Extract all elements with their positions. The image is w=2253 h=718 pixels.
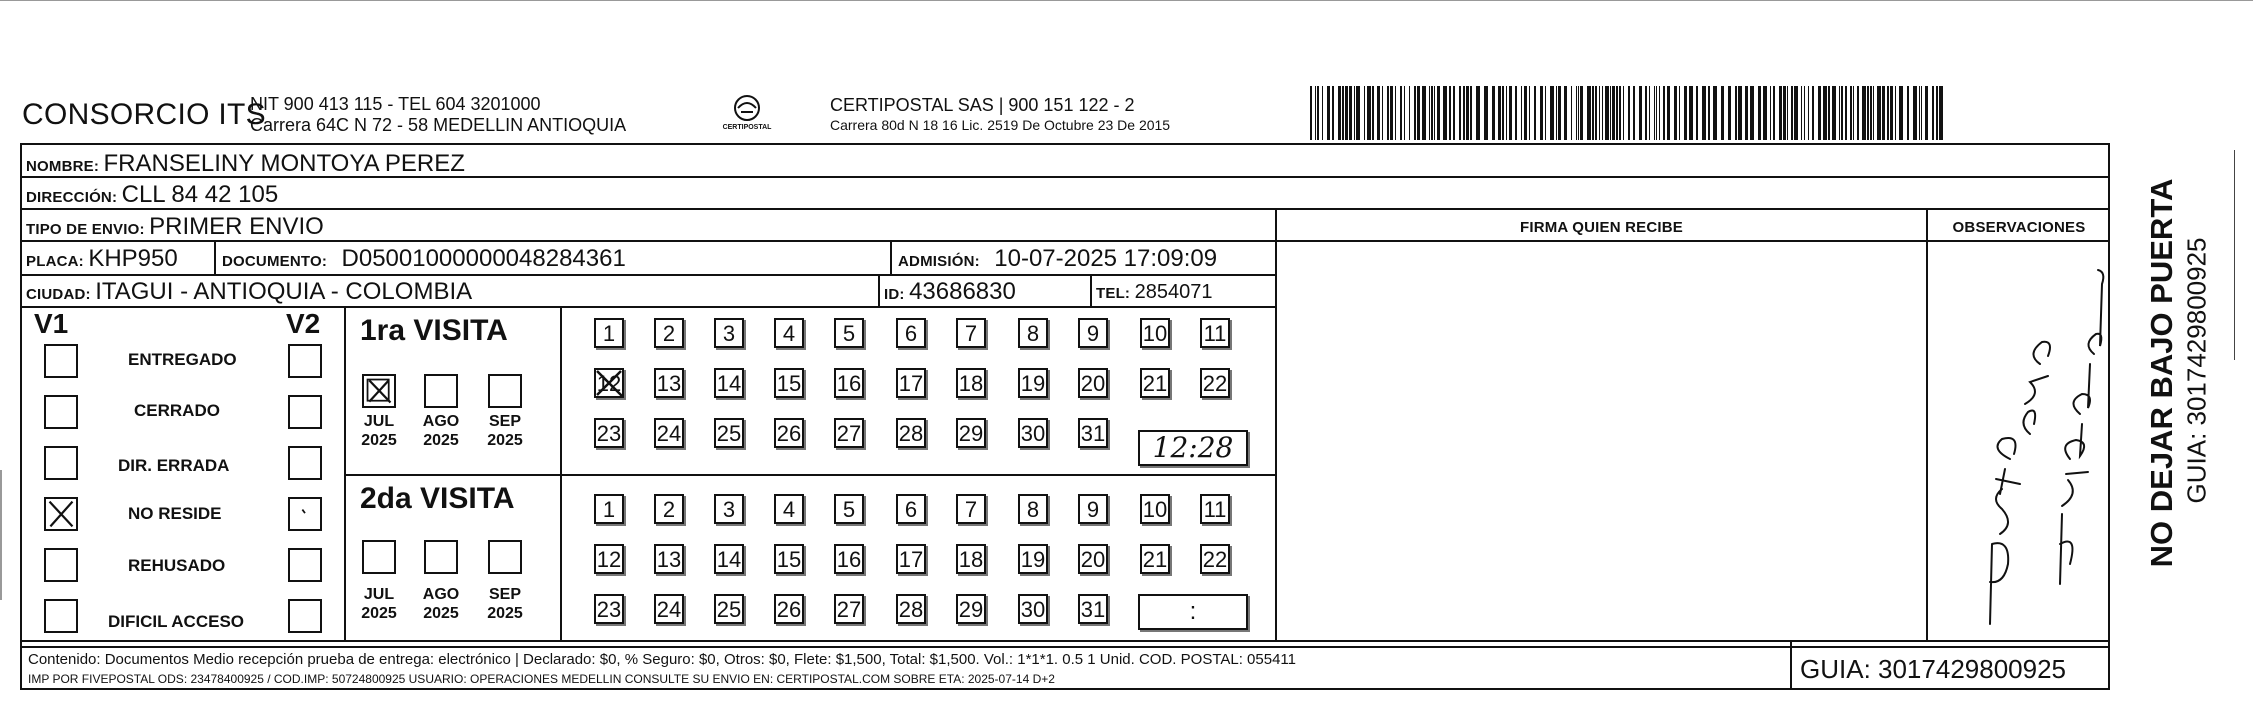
barcode-bar (1578, 86, 1579, 140)
visit2-day-31[interactable]: 31 (1078, 594, 1108, 624)
month-year: 2025 (487, 432, 523, 449)
visit1-day-1[interactable]: 1 (594, 318, 624, 348)
barcode-bar (1738, 86, 1742, 140)
barcode-bar (1763, 86, 1767, 140)
handwriting-scribble (1930, 244, 2108, 638)
month-year: 2025 (423, 432, 459, 449)
barcode-bar (1841, 86, 1843, 140)
barcode-bar (1667, 86, 1670, 140)
tel-label: TEL: (1096, 285, 1131, 302)
barcode-bar (1409, 86, 1410, 140)
visit1-day-21[interactable]: 21 (1140, 368, 1170, 398)
visit2-day-13[interactable]: 13 (654, 544, 684, 574)
barcode-bar (1721, 86, 1724, 140)
visit2-day-17[interactable]: 17 (896, 544, 926, 574)
barcode-bar (1390, 86, 1393, 140)
month-name: AGO (422, 413, 460, 430)
x-mark-icon (594, 368, 624, 398)
barcode-bar (1463, 86, 1465, 140)
barcode-bar (1602, 86, 1603, 140)
barcode-bar (1750, 86, 1754, 140)
visit1-day-15[interactable]: 15 (774, 368, 804, 398)
visit1-day-25[interactable]: 25 (714, 418, 744, 448)
barcode-bar (1356, 86, 1360, 140)
visit2-day-20[interactable]: 20 (1078, 544, 1108, 574)
visit1-time-box[interactable] (1138, 430, 1248, 466)
ciudad-value: ITAGUI - ANTIOQUIA - COLOMBIA (95, 278, 473, 305)
barcode-bar (1801, 86, 1802, 140)
barcode-bar (1818, 86, 1821, 140)
barcode-bar (1509, 86, 1512, 140)
visit2-day-3[interactable]: 3 (714, 494, 744, 524)
barcode-bar (1783, 86, 1786, 140)
visit1-day-31[interactable]: 31 (1078, 418, 1108, 448)
barcode-bar (1649, 86, 1650, 140)
barcode-bar (1364, 86, 1365, 140)
barcode-bar (1936, 86, 1938, 140)
visit2-day-18[interactable]: 18 (956, 544, 986, 574)
barcode (1310, 86, 1950, 145)
visit1-day-5[interactable]: 5 (834, 318, 864, 348)
barcode-bar (1492, 86, 1495, 140)
barcode-bar (1484, 86, 1488, 140)
barcode-bar (1939, 86, 1943, 140)
status-label-cerrado: CERRADO (134, 401, 220, 420)
carrier-name: CERTIPOSTAL SAS | 900 151 122 - 2 (830, 95, 1135, 115)
barcode-bar (1453, 86, 1455, 140)
barcode-bar (1502, 86, 1504, 140)
visit1-day-12[interactable]: 12 (594, 368, 624, 398)
visit1-month-sep-checkbox[interactable] (488, 374, 522, 408)
barcode-bar (1895, 86, 1896, 140)
status-label-entregado: ENTREGADO (128, 350, 237, 369)
barcode-bar (1332, 86, 1334, 140)
visit2-day-8[interactable]: 8 (1018, 494, 1048, 524)
documento-value: D05001000000048284361 (341, 245, 626, 272)
barcode-bar (1850, 86, 1852, 140)
barcode-bar (1431, 86, 1433, 140)
visit1-day-19[interactable]: 19 (1018, 368, 1048, 398)
v1-label: V1 (34, 308, 69, 339)
visit1-day-26[interactable]: 26 (774, 418, 804, 448)
v2-checkbox-entregado[interactable] (288, 344, 322, 378)
v2-checkbox-no-reside[interactable] (288, 497, 322, 531)
company-nit: NIT 900 413 115 - TEL 604 3201000 (250, 94, 541, 114)
barcode-bar (1791, 86, 1793, 140)
month-name: SEP (488, 413, 521, 430)
barcode-bar (1828, 86, 1830, 140)
footer-contenido: Contenido: Documentos Medio recepción prueba de entrega: electrónico | Declarado: $0, % Seguro: $0, Otros: $0, Flete: $1,500, Total: $1,500. Vol.: 1*1*1. 0.5 1 Unid. COD. POSTAL: 055411 (28, 651, 1296, 668)
visit2-month-ago-checkbox[interactable] (424, 540, 458, 574)
barcode-bar (1899, 86, 1903, 140)
barcode-bar (1524, 86, 1527, 140)
visit1-day-24[interactable]: 24 (654, 418, 684, 448)
visit2-day-22[interactable]: 22 (1200, 544, 1230, 574)
barcode-bar (1387, 86, 1389, 140)
barcode-bar (1317, 86, 1319, 140)
barcode-bar (1470, 86, 1472, 140)
barcode-bar (1587, 86, 1591, 140)
v2-checkbox-dir-errada[interactable] (288, 446, 322, 480)
visit2-day-28[interactable]: 28 (896, 594, 926, 624)
visit2-day-23[interactable]: 23 (594, 594, 624, 624)
barcode-bar (1521, 86, 1522, 140)
barcode-bar (1779, 86, 1782, 140)
visit2-time-box[interactable] (1138, 594, 1248, 630)
v1-checkbox-dificil-acceso[interactable] (44, 599, 78, 633)
barcode-bar (1689, 86, 1693, 140)
visit2-month-sep-checkbox[interactable] (488, 540, 522, 574)
barcode-bar (1404, 86, 1405, 140)
x-mark-icon (46, 499, 76, 529)
tipo-value: PRIMER ENVIO (149, 213, 324, 240)
visit2-month-jul (351, 585, 407, 623)
side-text (2112, 160, 2212, 630)
visit2-day-10[interactable]: 10 (1140, 494, 1170, 524)
ciudad-row (26, 278, 472, 306)
barcode-bar (1610, 86, 1611, 140)
barcode-bar (1576, 86, 1577, 140)
tick-mark-icon (290, 499, 320, 529)
barcode-bar (1623, 86, 1624, 140)
admision-label: ADMISIÓN: (898, 253, 980, 270)
v2-checkbox-rehusado[interactable] (288, 548, 322, 582)
visit1-time: 12:28 (1152, 431, 1234, 464)
company-info (250, 94, 626, 136)
barcode-bar (1515, 86, 1517, 140)
visit2-day-15[interactable]: 15 (774, 544, 804, 574)
ciudad-label: CIUDAD: (26, 286, 91, 303)
company-address: Carrera 64C N 72 - 58 MEDELLIN ANTIOQUIA (250, 115, 627, 135)
barcode-bar (1659, 86, 1660, 140)
barcode-bar (1684, 86, 1687, 140)
v1-checkbox-no-reside[interactable] (44, 497, 78, 531)
barcode-bar (1773, 86, 1775, 140)
visit1-month-ago-checkbox[interactable] (424, 374, 458, 408)
barcode-bar (1870, 86, 1872, 140)
visit2-day-30[interactable]: 30 (1018, 594, 1048, 624)
barcode-bar (1832, 86, 1836, 140)
carrier-info (830, 94, 1170, 134)
id-value: 43686830 (909, 278, 1016, 305)
visit1-day-10[interactable]: 10 (1140, 318, 1170, 348)
barcode-bar (1417, 86, 1420, 140)
month-name: JUL (363, 586, 395, 603)
barcode-bar (1599, 86, 1600, 140)
footer-guia: GUIA: 3017429800925 (1800, 654, 2066, 684)
barcode-bar (1663, 86, 1665, 140)
barcode-bar (1580, 86, 1583, 140)
barcode-bar (1571, 86, 1572, 140)
barcode-bar (1612, 86, 1615, 140)
barcode-bar (1853, 86, 1854, 140)
visit1-day-17[interactable]: 17 (896, 368, 926, 398)
barcode-bar (1628, 86, 1630, 140)
placa-row (26, 245, 178, 273)
barcode-bar (1804, 86, 1805, 140)
barcode-bar (1616, 86, 1618, 140)
status-label-rehusado: REHUSADO (128, 556, 226, 575)
status-label-dir-errada: DIR. ERRADA (118, 456, 230, 475)
barcode-bar (1592, 86, 1594, 140)
barcode-bar (1354, 86, 1355, 140)
barcode-bar (1758, 86, 1761, 140)
barcode-bar (1913, 86, 1917, 140)
barcode-bar (1400, 86, 1402, 140)
barcode-bar (1550, 86, 1554, 140)
carrier-address: Carrera 80d N 18 16 Lic. 2519 De Octubre 23 De 2015 (830, 117, 1171, 133)
visit2-day-4[interactable]: 4 (774, 494, 804, 524)
barcode-bar (1925, 86, 1928, 140)
barcode-bar (1770, 86, 1771, 140)
admision-value: 10-07-2025 17:09:09 (994, 245, 1218, 272)
barcode-bar (1372, 86, 1374, 140)
visit1-day-3[interactable]: 3 (714, 318, 744, 348)
tipo-row (26, 213, 324, 241)
barcode-bar (1605, 86, 1609, 140)
barcode-bar (1882, 86, 1885, 140)
month-year: 2025 (423, 605, 459, 622)
observaciones-handwriting (1930, 244, 2108, 638)
visit2-day-24[interactable]: 24 (654, 594, 684, 624)
visit2-day-1[interactable]: 1 (594, 494, 624, 524)
observaciones-label: OBSERVACIONES (1952, 219, 2086, 236)
barcode-bar (1787, 86, 1788, 140)
barcode-bar (1873, 86, 1874, 140)
barcode-bar (1794, 86, 1798, 140)
barcode-bar (1867, 86, 1869, 140)
barcode-bar (1656, 86, 1657, 140)
visit2-day-5[interactable]: 5 (834, 494, 864, 524)
barcode-bar (1619, 86, 1621, 140)
barcode-bar (1919, 86, 1920, 140)
firma-label: FIRMA QUIEN RECIBE (1519, 219, 1684, 236)
barcode-bar (1556, 86, 1557, 140)
visit2-month-sep (477, 585, 533, 623)
barcode-bar (1349, 86, 1352, 140)
barcode-bar (1529, 86, 1530, 140)
barcode-bar (1633, 86, 1635, 140)
barcode-bar (1459, 86, 1461, 140)
barcode-bar (1907, 86, 1909, 140)
month-year: 2025 (361, 432, 397, 449)
visit2-day-21[interactable]: 21 (1140, 544, 1170, 574)
barcode-bar (1534, 86, 1536, 140)
barcode-bar (1702, 86, 1706, 140)
visit1-day-30[interactable]: 30 (1018, 418, 1048, 448)
barcode-bar (1342, 86, 1344, 140)
barcode-bar (1540, 86, 1543, 140)
v1-checkbox-dir-errada[interactable] (44, 446, 78, 480)
barcode-bar (1327, 86, 1330, 140)
visit1-day-8[interactable]: 8 (1018, 318, 1048, 348)
visit1-day-29[interactable]: 29 (956, 418, 986, 448)
v1-checkbox-cerrado[interactable] (44, 395, 78, 429)
admision-row (898, 245, 1217, 273)
visit1-day-18[interactable]: 18 (956, 368, 986, 398)
visit2-day-6[interactable]: 6 (896, 494, 926, 524)
documento-label: DOCUMENTO: (222, 253, 328, 270)
side-guia: GUIA: 3017429800925 (2181, 237, 2212, 504)
barcode-bar (1735, 86, 1737, 140)
barcode-bar (1377, 86, 1380, 140)
barcode-bar (1449, 86, 1451, 140)
month-name: SEP (488, 586, 521, 603)
signature-area[interactable] (1278, 241, 1925, 639)
visit2-month-jul-checkbox[interactable] (362, 540, 396, 574)
barcode-bar (1434, 86, 1435, 140)
direccion-row (26, 181, 278, 209)
direccion-label: DIRECCIÓN: (26, 189, 118, 206)
barcode-bar (1862, 86, 1866, 140)
barcode-bar (1310, 86, 1312, 140)
visit1-day-7[interactable]: 7 (956, 318, 986, 348)
visit1-day-14[interactable]: 14 (714, 368, 744, 398)
barcode-bar (1654, 86, 1655, 140)
status-label-dificil-acceso: DIFICIL ACCESO (108, 612, 245, 631)
barcode-bar (1558, 86, 1561, 140)
visit1-day-16[interactable]: 16 (834, 368, 864, 398)
visit1-day-27[interactable]: 27 (834, 418, 864, 448)
id-row (884, 278, 1016, 306)
x-mark-icon (364, 376, 394, 406)
visit1-day-28[interactable]: 28 (896, 418, 926, 448)
visit2-day-19[interactable]: 19 (1018, 544, 1048, 574)
barcode-bar (1921, 86, 1922, 140)
v2-label: V2 (286, 308, 321, 339)
barcode-bar (1437, 86, 1440, 140)
barcode-bar (1506, 86, 1507, 140)
placa-value: KHP950 (88, 245, 178, 272)
visit2-day-26[interactable]: 26 (774, 594, 804, 624)
barcode-bar (1823, 86, 1827, 140)
nombre-row (26, 150, 465, 178)
visit1-day-9[interactable]: 9 (1078, 318, 1108, 348)
nombre-label: NOMBRE: (26, 158, 100, 175)
visit1-day-4[interactable]: 4 (774, 318, 804, 348)
barcode-bar (1338, 86, 1341, 140)
barcode-bar (1595, 86, 1597, 140)
barcode-bar (1812, 86, 1814, 140)
company-name: CONSORCIO ITS (22, 98, 266, 131)
barcode-bar (1890, 86, 1893, 140)
barcode-bar (1674, 86, 1677, 140)
barcode-bar (1645, 86, 1647, 140)
visit1-month-jul (351, 412, 407, 450)
v1-checkbox-entregado[interactable] (44, 344, 78, 378)
barcode-bar (1564, 86, 1567, 140)
visit2-day-25[interactable]: 25 (714, 594, 744, 624)
barcode-bar (1367, 86, 1371, 140)
placa-label: PLACA: (26, 253, 84, 270)
barcode-bar (1545, 86, 1546, 140)
tipo-label: TIPO DE ENVIO: (26, 221, 145, 238)
visit1-month-sep (477, 412, 533, 450)
barcode-bar (1322, 86, 1323, 140)
barcode-bar (1708, 86, 1710, 140)
barcode-bar (1498, 86, 1501, 140)
visit2-day-12[interactable]: 12 (594, 544, 624, 574)
visit2-day-9[interactable]: 9 (1078, 494, 1108, 524)
visit2-day-29[interactable]: 29 (956, 594, 986, 624)
logo-text: CERTIPOSTAL (722, 124, 772, 131)
visit1-day-6[interactable]: 6 (896, 318, 926, 348)
barcode-bar (1932, 86, 1934, 140)
visit1-day-13[interactable]: 13 (654, 368, 684, 398)
barcode-bar (1713, 86, 1717, 140)
barcode-bar (1414, 86, 1416, 140)
barcode-bar (1696, 86, 1698, 140)
barcode-bar (1845, 86, 1847, 140)
footer-imp: IMP POR FIVEPOSTAL ODS: 23478400925 / COD.IMP: 50724800925 USUARIO: OPERACIONES MEDELLIN CONSULTE SU ENVIO EN: CERTIPOSTAL.COM SOBRE ETA: 2025-07-14 D+2 (28, 672, 1055, 686)
barcode-bar (1679, 86, 1680, 140)
visit1-day-20[interactable]: 20 (1078, 368, 1108, 398)
barcode-bar (1877, 86, 1881, 140)
visit1-month-jul-checkbox[interactable] (362, 374, 396, 408)
visit1-day-2[interactable]: 2 (654, 318, 684, 348)
visit2-day-2[interactable]: 2 (654, 494, 684, 524)
month-year: 2025 (487, 605, 523, 622)
barcode-bar (1887, 86, 1889, 140)
barcode-bar (1476, 86, 1480, 140)
barcode-bar (1808, 86, 1809, 140)
barcode-bar (1466, 86, 1469, 140)
month-name: JUL (363, 413, 395, 430)
direccion-value: CLL 84 42 105 (121, 181, 279, 208)
barcode-bar (1315, 86, 1316, 140)
barcode-bar (1422, 86, 1426, 140)
status-label-no-reside: NO RESIDE (128, 504, 222, 523)
id-label: ID: (884, 286, 905, 303)
visit1-day-11[interactable]: 11 (1200, 318, 1230, 348)
v2-checkbox-cerrado[interactable] (288, 395, 322, 429)
tel-value: 2854071 (1134, 281, 1213, 303)
visit2-time: : (1189, 598, 1197, 625)
visit2-day-7[interactable]: 7 (956, 494, 986, 524)
barcode-bar (1345, 86, 1348, 140)
tel-row (1096, 281, 1212, 304)
month-name: AGO (422, 586, 460, 603)
nombre-value: FRANSELINY MONTOYA PEREZ (103, 150, 465, 177)
visit2-month-ago (413, 585, 469, 623)
v2-checkbox-dificil-acceso[interactable] (288, 599, 322, 633)
v1-checkbox-rehusado[interactable] (44, 548, 78, 582)
side-warning: NO DEJAR BAJO PUERTA (2144, 178, 2179, 568)
visit1-month-ago (413, 412, 469, 450)
barcode-bar (1839, 86, 1840, 140)
visit2-day-14[interactable]: 14 (714, 544, 744, 574)
certipostal-logo (712, 92, 782, 136)
documento-row (222, 245, 626, 273)
visit1-day-22[interactable]: 22 (1200, 368, 1230, 398)
visit2-day-11[interactable]: 11 (1200, 494, 1230, 524)
visit1-day-23[interactable]: 23 (594, 418, 624, 448)
barcode-bar (1382, 86, 1383, 140)
barcode-bar (1728, 86, 1731, 140)
month-year: 2025 (361, 605, 397, 622)
visit2-day-16[interactable]: 16 (834, 544, 864, 574)
barcode-bar (1395, 86, 1396, 140)
visit2-title: 2da VISITA (360, 482, 515, 515)
barcode-bar (1745, 86, 1748, 140)
visit1-title: 1ra VISITA (360, 314, 508, 347)
visit2-day-27[interactable]: 27 (834, 594, 864, 624)
barcode-bar (1639, 86, 1642, 140)
barcode-bar (1857, 86, 1859, 140)
barcode-bar (1443, 86, 1447, 140)
barcode-bar (1429, 86, 1430, 140)
